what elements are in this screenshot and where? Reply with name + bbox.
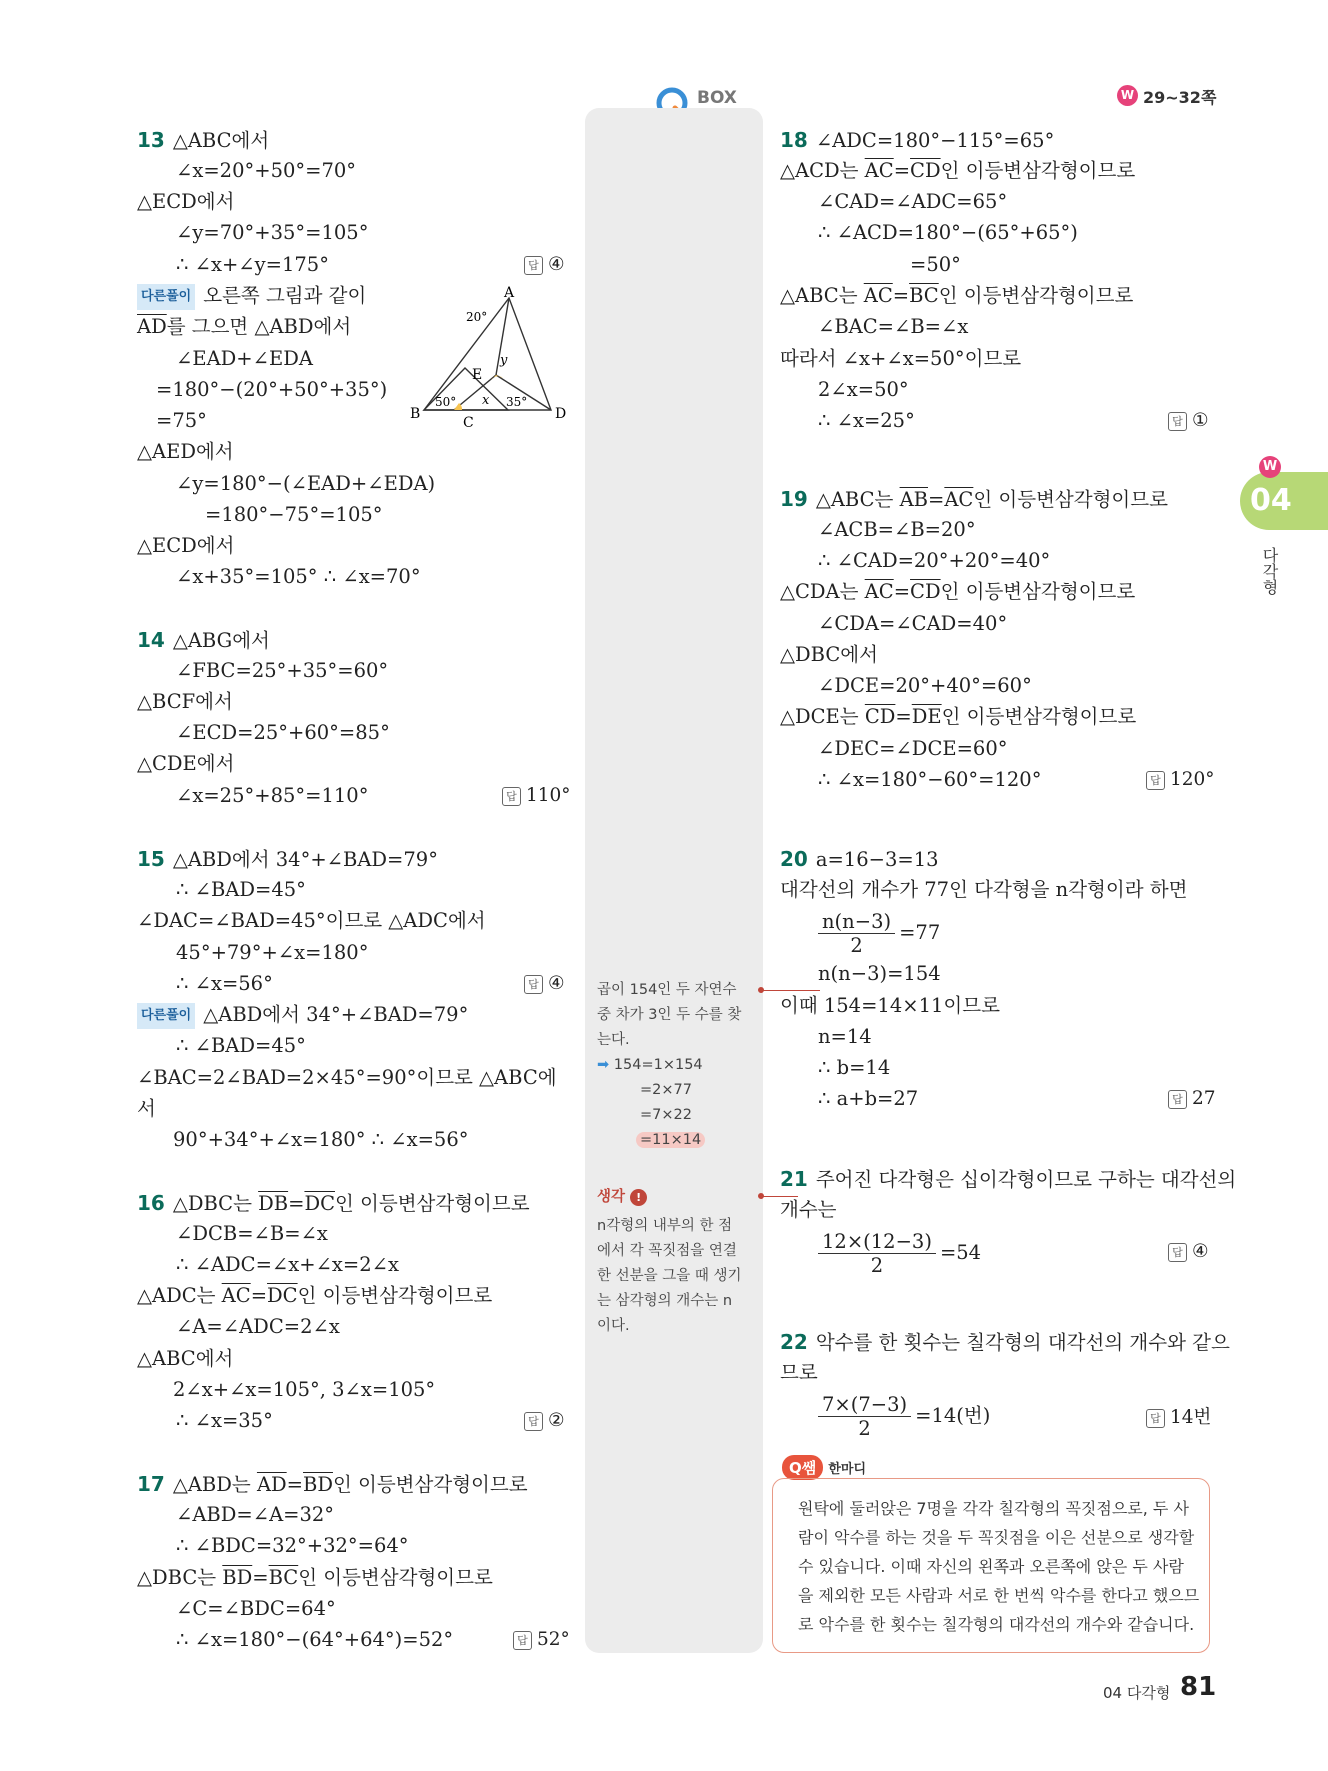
- problem-number: 20: [780, 847, 808, 871]
- answer-mark-icon: 답: [502, 787, 521, 806]
- side-note-2-line-1: n각형의 내부의 한 점: [597, 1218, 733, 1234]
- problem-number: 13: [137, 128, 165, 152]
- qbox-header: [782, 1455, 866, 1480]
- qbox-sub: 한마디: [828, 1462, 867, 1477]
- problem-20-fraction: $\frac{n(n-3)}{2}$ =77: [818, 910, 940, 957]
- problem-19-line-9: ∠DEC=∠DCE=60°: [818, 737, 1008, 760]
- problem-number: 21: [780, 1167, 808, 1191]
- connector-line: [762, 1196, 798, 1197]
- qbox-line-1: 원탁에 둘러앉은 7명을 각각 칠각형의 꼭짓점으로, 두 사: [798, 1499, 1189, 1518]
- problem-13-alt-line-9: △ECD에서: [137, 534, 235, 557]
- answer-mark-icon: 답: [524, 975, 543, 994]
- problem-18-line-5: =50°: [910, 253, 961, 276]
- answer-mark-icon: 답: [1146, 771, 1165, 790]
- answer-18: 답 ①: [1168, 410, 1209, 431]
- problem-19-line-7: ∠DCE=20°+40°=60°: [818, 674, 1032, 697]
- problem-number: 15: [137, 847, 165, 871]
- problem-16-line-7: 2∠x+∠x=105°, 3∠x=105°: [173, 1378, 436, 1401]
- qbox-line-5: 로 악수를 한 횟수는 칠각형의 대각선의 개수와 같습니다.: [798, 1615, 1195, 1634]
- problem-15-line-3: ∠DAC=∠BAD=45°이므로 △ADC에서: [137, 909, 486, 932]
- problem-19-line-8: △DCE는 $\overline{CD}=\overline{DE}$인 이등변삼각형이므로: [780, 705, 1137, 728]
- problem-21-fraction: $\frac{12\times(12-3)}{2}$ =54: [818, 1230, 981, 1277]
- problem-16-line-2: ∠DCB=∠B=∠x: [176, 1222, 328, 1245]
- problem-15-line-1: 15 △ABD에서 34°+∠BAD=79°: [137, 847, 438, 871]
- problem-20-line-6: n=14: [818, 1025, 872, 1048]
- problem-13-alt-line-5: =75°: [156, 409, 207, 432]
- problem-18-line-8: 따라서 ∠x+∠x=50°이므로: [780, 347, 1022, 370]
- qbox-line-3: 수 있습니다. 이때 자신의 왼쪽과 오른쪽에 앉은 두 사람: [798, 1557, 1184, 1576]
- page-number: 81: [1180, 1672, 1217, 1702]
- problem-14-line-6: ∠x=25°+85°=110°: [176, 784, 369, 807]
- angle-50-label: 50°: [435, 395, 457, 409]
- problem-19-line-10: ∴ ∠x=180°−60°=120°: [818, 768, 1042, 791]
- problem-17-line-3: ∴ ∠BDC=32°+32°=64°: [176, 1534, 409, 1557]
- problem-17-line-6: ∴ ∠x=180°−(64°+64°)=52°: [176, 1628, 454, 1651]
- problem-19-line-6: △DBC에서: [780, 643, 878, 666]
- side-note-2-line-5: 이다.: [597, 1318, 630, 1334]
- problem-15-line-2: ∴ ∠BAD=45°: [176, 878, 306, 901]
- problem-20-line-1: 20 a=16−3=13: [780, 847, 939, 871]
- problem-14-line-3: △BCF에서: [137, 690, 233, 713]
- vertex-b-label: B: [410, 406, 421, 422]
- problem-21-line-1: 21 주어진 다각형은 십이각형이므로 구하는 대각선의: [780, 1167, 1237, 1191]
- arrow-right-icon: ➡: [597, 1057, 610, 1073]
- side-note-1-line-6: =7×22: [640, 1107, 692, 1123]
- answer-14: 답 110°: [502, 785, 571, 806]
- problem-18-line-3: ∠CAD=∠ADC=65°: [818, 190, 1008, 213]
- qbox-tag: Q쌤: [782, 1455, 823, 1480]
- side-note-1-line-1: 곱이 154인 두 자연수: [597, 982, 737, 998]
- chapter-tab-label: 다각형: [1260, 547, 1279, 595]
- problem-13-alt-line-4: =180°−(20°+50°+35°): [156, 378, 388, 401]
- lightbulb-icon: !: [630, 1189, 647, 1206]
- problem-20-line-5: 이때 154=14×11이므로: [780, 994, 1000, 1017]
- problem-15-alt-line-4: 서: [137, 1097, 156, 1120]
- problem-13-line-1: 13 △ABC에서: [137, 128, 270, 152]
- answer-mark-icon: 답: [524, 256, 543, 275]
- vertex-d-label: D: [555, 406, 567, 422]
- problem-16-line-4: △ADC는 $\overline{AC}=\overline{DC}$인 이등변삼각형이므로: [137, 1284, 493, 1307]
- answer-mark-icon: 답: [513, 1631, 532, 1650]
- problem-15-line-4: 45°+79°+∠x=180°: [176, 941, 369, 964]
- problem-13-alt-line-2: $\overline{AD}$를 그으면 △ABD에서: [137, 315, 352, 338]
- side-note-1-line-3: 는다.: [597, 1032, 630, 1048]
- problem-17-line-1: 17 △ABD는 $\overline{AD}=\overline{BD}$인 이등변삼각형이므로: [137, 1472, 528, 1496]
- problem-17-line-2: ∠ABD=∠A=32°: [176, 1503, 335, 1526]
- connector-dot: [758, 1193, 764, 1199]
- alt-solution-tag: 다른풀이: [137, 284, 195, 310]
- side-note-1-line-7: =11×14: [636, 1128, 705, 1153]
- problem-18-line-6: △ABC는 $\overline{AC}=\overline{BC}$인 이등변삼각형이므로: [780, 284, 1134, 307]
- problem-13-line-2: ∠x=20°+50°=70°: [176, 159, 357, 182]
- problem-13-alt-line-7: ∠y=180°−(∠EAD+∠EDA): [176, 472, 436, 495]
- problem-20-line-7: ∴ b=14: [818, 1056, 891, 1079]
- problem-22-line-2: 므로: [780, 1361, 818, 1384]
- problem-16-line-8: ∴ ∠x=35°: [176, 1409, 273, 1432]
- side-note-1-line-2: 중 차가 3인 두 수를 찾: [597, 1007, 742, 1023]
- connector-dot: [758, 987, 764, 993]
- problem-13-alt-line-3: ∠EAD+∠EDA: [176, 347, 313, 370]
- problem-13-alt-line-1: 다른풀이 오른쪽 그림과 같이: [137, 284, 366, 310]
- middle-note-bar: [585, 108, 763, 1653]
- problem-number: 19: [780, 487, 808, 511]
- problem-21-line-2: 개수는: [780, 1198, 837, 1221]
- problem-15-alt-line-2: ∴ ∠BAD=45°: [176, 1034, 306, 1057]
- problem-18-line-2: △ACD는 $\overline{AC}=\overline{CD}$인 이등변삼각형이므로: [780, 159, 1136, 182]
- problem-17-line-4: △DBC는 $\overline{BD}=\overline{BC}$인 이등변삼각형이므로: [137, 1566, 493, 1589]
- answer-13: 답 ④: [524, 254, 565, 275]
- answer-15: 답 ④: [524, 973, 565, 994]
- problem-14-line-4: ∠ECD=25°+60°=85°: [176, 721, 390, 744]
- problem-14-line-1: 14 △ABG에서: [137, 628, 270, 652]
- problem-22-line-1: 22 악수를 한 횟수는 칠각형의 대각선의 개수와 같으: [780, 1330, 1230, 1354]
- problem-18-line-10: ∴ ∠x=25°: [818, 409, 915, 432]
- page-range-label: 29~32쪽: [1143, 88, 1217, 107]
- answer-mark-icon: 답: [1168, 1243, 1187, 1262]
- problem-16-line-1: 16 △DBC는 $\overline{DB}=\overline{DC}$인 이등변삼각형이므로: [137, 1191, 530, 1215]
- problem-13-line-4: ∠y=70°+35°=105°: [176, 221, 369, 244]
- triangle-figure: [400, 286, 580, 428]
- qbox-line-2: 람이 악수를 하는 것을 두 꼭짓점을 이은 선분으로 생각할: [798, 1528, 1195, 1547]
- problem-18-line-7: ∠BAC=∠B=∠x: [818, 315, 969, 338]
- problem-19-line-3: ∴ ∠CAD=20°+20°=40°: [818, 549, 1051, 572]
- problem-22-fraction: $\frac{7\times(7-3)}{2}$ =14(번): [818, 1393, 990, 1440]
- problem-number: 16: [137, 1191, 165, 1215]
- w-badge-tab: W: [1259, 456, 1281, 478]
- vertex-c-label: C: [463, 415, 474, 428]
- answer-20: 답 27: [1168, 1088, 1216, 1109]
- answer-16: 답 ②: [524, 1410, 565, 1431]
- problem-number: 14: [137, 628, 165, 652]
- problem-15-alt-line-5: 90°+34°+∠x=180° ∴ ∠x=56°: [173, 1128, 469, 1151]
- w-badge-header: W: [1117, 85, 1138, 106]
- problem-13-line-5: ∴ ∠x+∠y=175°: [176, 253, 329, 276]
- answer-mark-icon: 답: [1168, 412, 1187, 431]
- vertex-a-label: A: [504, 286, 515, 301]
- problem-16-line-3: ∴ ∠ADC=∠x+∠x=2∠x: [176, 1253, 400, 1276]
- answer-mark-icon: 답: [524, 1412, 543, 1431]
- problem-18-line-9: 2∠x=50°: [818, 378, 909, 401]
- problem-19-line-5: ∠CDA=∠CAD=40°: [818, 612, 1008, 635]
- problem-20-line-2: 대각선의 개수가 77인 다각형을 n각형이라 하면: [780, 878, 1188, 901]
- answer-19: 답 120°: [1146, 769, 1215, 790]
- problem-19-line-2: ∠ACB=∠B=20°: [818, 518, 976, 541]
- problem-16-line-5: ∠A=∠ADC=2∠x: [176, 1315, 340, 1338]
- problem-15-line-5: ∴ ∠x=56°: [176, 972, 273, 995]
- problem-18-line-4: ∴ ∠ACD=180°−(65°+65°): [818, 221, 1078, 244]
- side-note-1-line-5: =2×77: [640, 1082, 692, 1098]
- problem-number: 18: [780, 128, 808, 152]
- problem-19-line-1: 19 △ABC는 $\overline{AB}=\overline{AC}$인 이등변삼각형이므로: [780, 487, 1168, 511]
- alt-solution-tag: 다른풀이: [137, 1003, 195, 1029]
- side-note-2-line-4: 는 삼각형의 개수는 n: [597, 1293, 733, 1309]
- angle-35-label: 35°: [506, 395, 528, 409]
- angle-x-label: x: [482, 393, 490, 408]
- angle-20-label: 20°: [466, 310, 488, 324]
- footer-chapter: 04 다각형: [1103, 1684, 1171, 1702]
- problem-16-line-6: △ABC에서: [137, 1347, 234, 1370]
- problem-15-alt-line-3: ∠BAC=2∠BAD=2×45°=90°이므로 △ABC에: [137, 1066, 557, 1089]
- problem-13-alt-line-10: ∠x+35°=105° ∴ ∠x=70°: [176, 565, 421, 588]
- problem-number: 17: [137, 1472, 165, 1496]
- problem-20-line-8: ∴ a+b=27: [818, 1087, 919, 1110]
- problem-number: 22: [780, 1330, 808, 1354]
- angle-y-label: y: [500, 353, 508, 368]
- problem-18-line-1: 18 ∠ADC=180°−115°=65°: [780, 128, 1055, 152]
- side-note-2-line-3: 한 선분을 그을 때 생기: [597, 1268, 742, 1284]
- qbox-line-4: 을 제외한 모든 사람과 서로 한 번씩 악수를 한다고 했으므: [798, 1586, 1200, 1605]
- problem-17-line-5: ∠C=∠BDC=64°: [176, 1597, 336, 1620]
- problem-20-line-4: n(n−3)=154: [818, 962, 941, 985]
- answer-mark-icon: 답: [1146, 1409, 1165, 1428]
- box-label: BOX: [697, 88, 737, 108]
- problem-14-line-2: ∠FBC=25°+35°=60°: [176, 659, 389, 682]
- problem-15-alt-line-1: 다른풀이 △ABD에서 34°+∠BAD=79°: [137, 1003, 468, 1029]
- problem-13-alt-line-8: =180°−75°=105°: [205, 503, 383, 526]
- problem-13-line-3: △ECD에서: [137, 190, 235, 213]
- chapter-tab-number: 04: [1250, 483, 1292, 518]
- answer-21: 답 ④: [1168, 1241, 1209, 1262]
- answer-mark-icon: 답: [1168, 1090, 1187, 1109]
- connector-line: [762, 990, 820, 991]
- side-note-2-title: 생각 !: [597, 1185, 647, 1210]
- problem-14-line-5: △CDE에서: [137, 752, 235, 775]
- vertex-e-label: E: [472, 367, 483, 383]
- problem-13-alt-line-6: △AED에서: [137, 440, 234, 463]
- answer-22: 답 14번: [1146, 1403, 1211, 1429]
- side-note-1-line-4: ➡ 154=1×154: [597, 1057, 703, 1073]
- answer-17: 답 52°: [513, 1629, 570, 1650]
- problem-19-line-4: △CDA는 $\overline{AC}=\overline{CD}$인 이등변삼각형이므로: [780, 580, 1136, 603]
- side-note-2-line-2: 에서 각 꼭짓점을 연결: [597, 1243, 737, 1259]
